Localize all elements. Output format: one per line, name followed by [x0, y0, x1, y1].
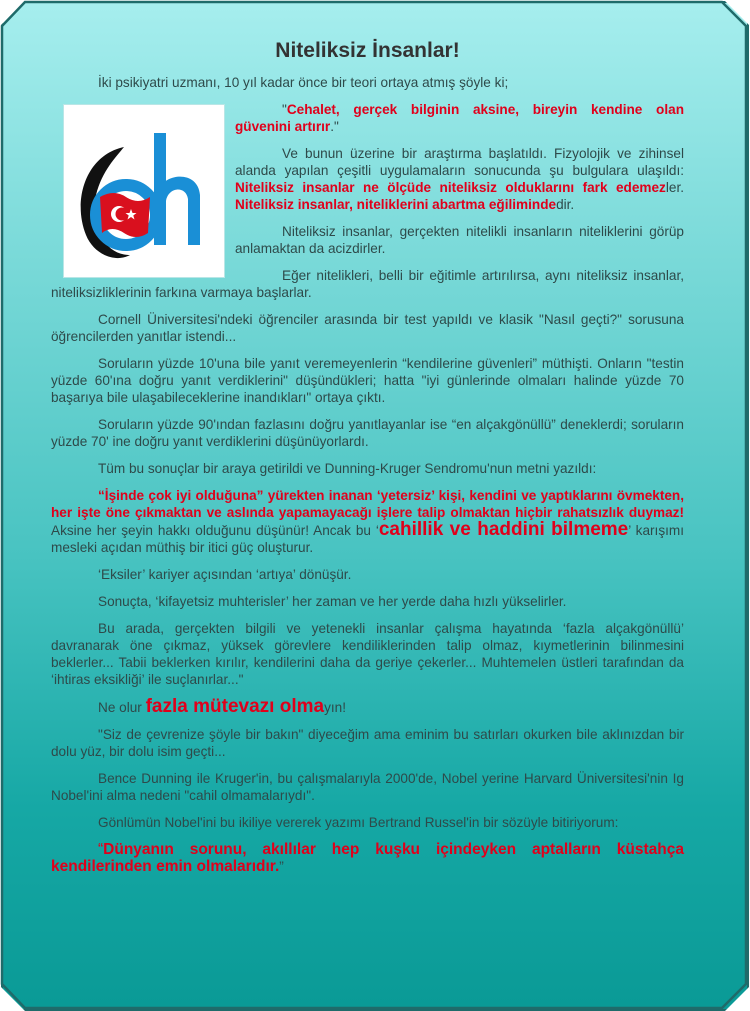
oh-logo-icon	[64, 105, 224, 277]
text: yın!	[324, 700, 346, 715]
paragraph-dont-be-humble	[51, 698, 684, 716]
text: ’ karışımı mesleki açıdan müthiş bir itici güç oluşturur.	[51, 523, 684, 555]
text: Ne olur	[98, 700, 146, 715]
quote-close: ."	[330, 119, 339, 134]
highlight-red: Cehalet, gerçek bilginin aksine, bireyin kendine olan güvenini artırır	[235, 102, 684, 134]
highlight-red: Niteliksiz insanlar, niteliklerini abartma eğiliminde	[235, 197, 557, 212]
page-title: Niteliksiz İnsanlar!	[275, 39, 460, 62]
paragraph-ninety-percent: Soruların yüzde 90'ından fazlasını doğru yanıtlayanlar ise “en alçakgönüllü” deneklerdi; soruların yüzde 70' ine doğru yanıt verdiklerini düşünüyorlardı.	[51, 417, 684, 449]
paragraph-ig-nobel: Bence Dunning ile Kruger'in, bu çalışmalarıyla 2000'de, Nobel yerine Harvard Üniversitesi'nin Ig Nobel'ini alma nedeni "cahil olmamalarıydı".	[51, 771, 684, 803]
paragraph-ten-percent: Soruların yüzde 10'una bile yanıt veremeyenlerin “kendilerine güvenleri” müthişti. Onların "testin yüzde 60'ına doğru yanıt verdiklerini" düşündükleri; hatta "iyi günlerinde olmaları halinde yüzde 70 başarıya bile ulaşabileceklerine inandıkları" ortaya çıktı.	[51, 356, 684, 405]
paragraph-ambitious: Sonuçta, ‘kifayetsiz muhterisler’ her zaman ve her yerde daha hızlı yükselirler.	[98, 594, 567, 609]
highlight-big: cahillik ve haddini bilmeme	[378, 519, 629, 540]
paragraph-minuses: ‘Eksiler’ kariyer açısından ‘artıya’ dönüşür.	[98, 567, 352, 582]
highlight-big: fazla mütevazı olma	[145, 696, 325, 717]
paragraph-training: Eğer nitelikleri, belli bir eğitimle artırılırsa, aynı niteliksiz insanlar, niteliksizliklerinin farkına varmaya başlarlar.	[51, 268, 684, 300]
paragraph-russell-quote	[51, 841, 684, 875]
paragraph-unqualified: Niteliksiz insanlar, gerçekten nitelikli insanların niteliklerini görüp anlamaktan da acizdirler.	[235, 224, 684, 256]
text: Aksine her şeyin hakkı olduğunu düşünür! Ancak bu ‘	[51, 523, 379, 538]
article	[51, 38, 684, 885]
logo	[63, 104, 225, 278]
paragraph-syndrome	[51, 487, 684, 556]
quote-open: “	[98, 841, 104, 858]
highlight-red: Niteliksiz insanlar ne ölçüde niteliksiz olduklarını fark edemez	[235, 180, 666, 195]
highlight-red: “İşinde çok iyi olduğuna” yürekten inanan ‘yetersiz’ kişi, kendini ve yaptıklarını övmekten, her işte öne çıkmaktan ve aslında yapamayacağı işlere talip olmaktan hiçbir rahatsızlık duymaz!	[51, 488, 684, 520]
text: Ve bunun üzerine bir araştırma başlatıldı. Fizyolojik ve zihinsel alanda yapılan çeşitli uygulamaların sonucunda şu bulgulara ulaşıldı:	[235, 146, 684, 178]
paragraph-intro: İki psikiyatri uzmanı, 10 yıl kadar önce bir teori ortaya atmış şöyle ki;	[98, 75, 509, 90]
quote-close: ”	[279, 859, 284, 874]
paragraph-dunning-kruger: Tüm bu sonuçlar bir araya getirildi ve Dunning-Kruger Sendromu'nun metni yazıldı:	[98, 461, 597, 476]
text: ler.	[665, 180, 684, 195]
quote-open: "	[282, 102, 287, 117]
paragraph-look-around: "Siz de çevrenize şöyle bir bakın" diyeceğim ama eminim bu satırları okurken bile aklınızdan bir dolu yüz, bir dolu isim geçti...	[51, 727, 684, 759]
paragraph-closing: Gönlümün Nobel'ini bu ikiliye vererek yazımı Bertrand Russel'in bir sözüyle bitiriyorum:	[98, 815, 619, 830]
paragraph-cornell: Cornell Üniversitesi'ndeki öğrenciler arasında bir test yapıldı ve klasik "Nasıl geçti?" sorusuna öğrencilerden yanıtlar istendi...	[51, 312, 684, 344]
highlight-red: Dünyanın sorunu, akıllılar hep kuşku içindeyken aptalların küstahça kendilerinden emin olmalarıdır.	[51, 841, 684, 875]
paragraph-humble: Bu arada, gerçekten bilgili ve yetenekli insanlar çalışma hayatında ‘fazla alçakgönüllü’ davranarak öne çıkmaz, yüksek görevlere kendiliklerinden talip olmaz, kıymetlerinin bilinmesini beklerler... Tabii beklerken kırılır, kendilerini daha da geriye çekerler... Muhtemelen üstleri tarafından da ‘ihtiras eksikliği’ ile suçlanırlar..."	[51, 621, 684, 687]
text: dir.	[556, 197, 575, 212]
